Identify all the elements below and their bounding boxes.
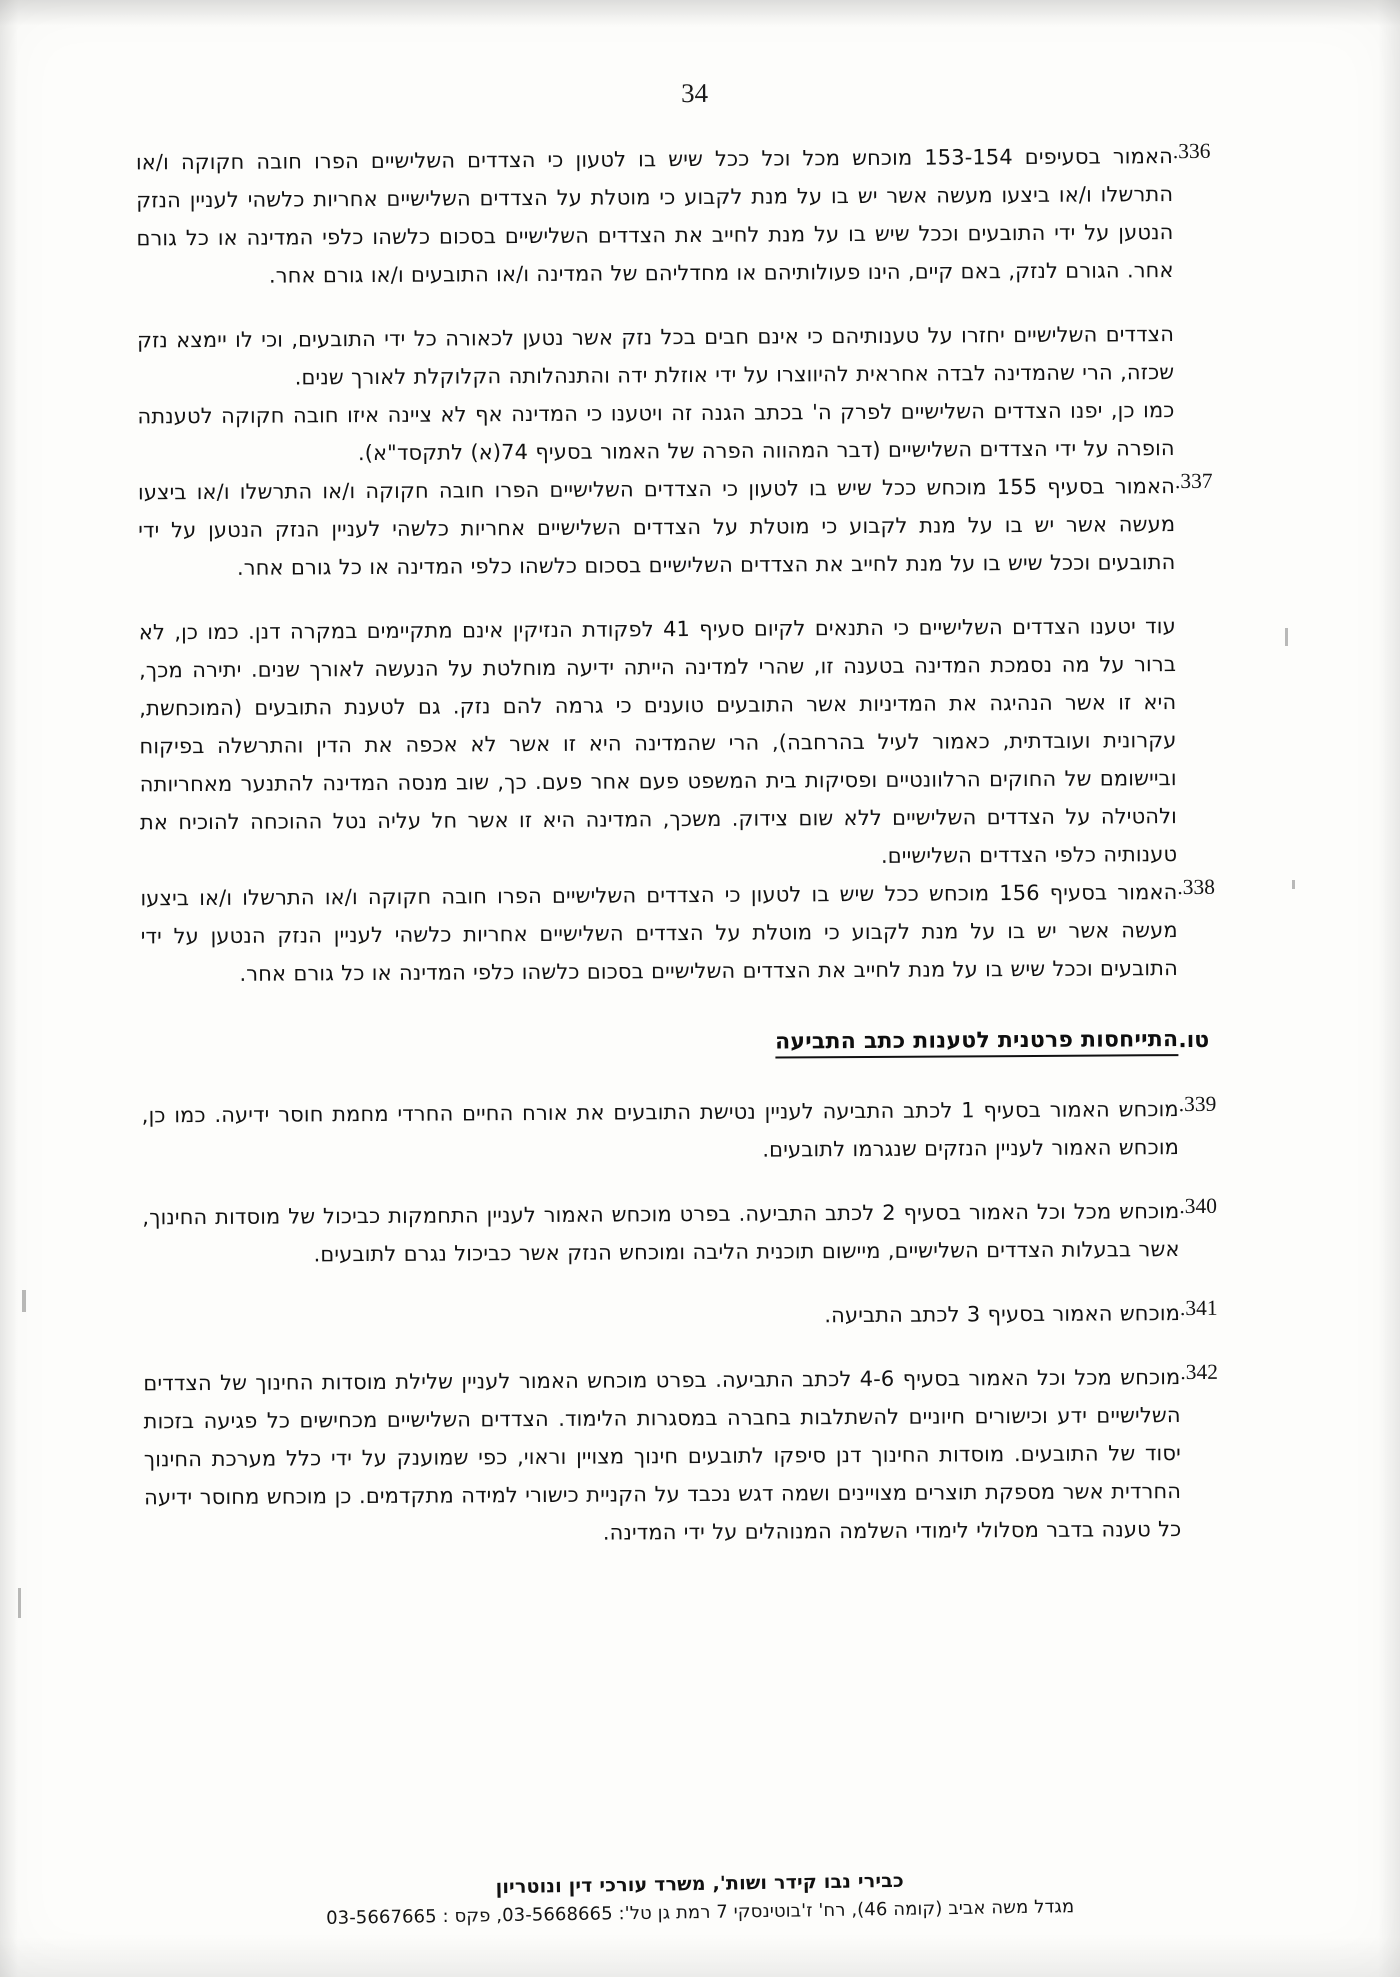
clause-336 bbox=[130, 137, 1256, 296]
gutter bbox=[1174, 315, 1256, 391]
clause-text bbox=[137, 1358, 1181, 1554]
subparagraph-336-1 bbox=[131, 315, 1256, 398]
paragraph: מוכחש האמור בסעיף 1 לכתב התביעה לעניין נטישת התובעים את אורח החיים החרדי מחמת חוסר ידיעה. כמו כן, מוכחש האמור לעניין הנזקים שנגרמו לתובעים. bbox=[141, 1097, 1180, 1162]
paragraph: האמור בסעיפים 153-154 מוכחש מכל וכל ככל שיש בו לטעון כי הצדדים השלישיים הפרו חובה חקוקה ו/או התרשלו ו/או ביצעו מעשה אשר יש בו על מנת לקבוע כי מוטלת על הצדדים השלישיים אחריות כלשהי לעניין הנזק הנטען על ידי התובעים וככל שיש בו על מנת לחייב את הצדדים השלישיים בסכום כלשהו כלפי המדינה או כל גורם אחר. הגורם לנזק, באם קיים, הינו פעולותיהם או מחדליהם של המדינה ו/או התובעים ו/או גורם אחר. bbox=[135, 144, 1174, 288]
footer-address: מגדל משה אביב (קומה 46), רח' ז'בוטינסקי 7 רמת גן טל': 03-5668665, פקס : 03-5667665 bbox=[325, 1896, 1075, 1929]
clause-number: 338. bbox=[1177, 874, 1216, 900]
page-number: 34 bbox=[680, 77, 709, 109]
subparagraph-text bbox=[131, 391, 1174, 473]
clause-text bbox=[137, 1294, 1180, 1338]
paragraph: מוכחש מכל וכל האמור בסעיף 2 לכתב התביעה. בפרט מוכחש האמור לעניין התחמקות כביכול של מוסדות החינוך, אשר בבעלות הצדדים השלישיים, מיישום תוכנית הליבה ומוכחש הנזק אשר כביכול נגרם לתובעים. bbox=[142, 1199, 1180, 1267]
paragraph: עוד יטענו הצדדים השלישיים כי התנאים לקיום סעיף 41 לפקודת הנזיקין אינם מתקיימים במקרה דנן. כמו כן, לא ברור על מה נסמכת המדינה בטענה זו, שהרי למדינה הייתה ידיעה מוחלטת על הנעשה לאורך שנים. יתירה מכך, היא זו אשר הנהיגה את המדיניות אשר התובעים טוענים כי גרמה להם נזק. גם לטענת התובעים (המוכחשת, עקרונית ועובדתית, כאמור לעיל בהרחבה), הרי שהמדינה היא זו אשר לא אכפה את הדין והתרשלה בפיקוח וביישומם של החוקים הרלוונטיים ופסיקות בית המשפט פעם אחר פעם. כך, שוב מנסה המדינה להתנער מאחריותה ולהטילה על הצדדים השלישיים ללא שום צידוק. משכך, המדינה היא זו אשר חל עליה נטל ההוכחה להוכיח את טענותיה כלפי הצדדים השלישיים. bbox=[138, 614, 1178, 868]
section-heading bbox=[135, 1027, 1260, 1063]
paragraph: כמו כן, יפנו הצדדים השלישיים לפרק ה' בכתב הגנה זה ויטענו כי המדינה אף לא ציינה איזו חובה חקוקה לטענתה הופרה על ידי הצדדים השלישיים (דבר המהווה הפרה של האמור בסעיף 74(א) לתקסד"א). bbox=[137, 398, 1175, 466]
clause-337 bbox=[132, 467, 1258, 588]
clause-341 bbox=[137, 1294, 1262, 1339]
subparagraph-336-2 bbox=[131, 391, 1256, 474]
clause-number: 341. bbox=[1179, 1295, 1218, 1321]
clause-339 bbox=[136, 1090, 1261, 1173]
document-body bbox=[130, 137, 1264, 1581]
paragraph: מוכחש האמור בסעיף 3 לכתב התביעה. bbox=[824, 1301, 1181, 1328]
subparagraph-text bbox=[131, 315, 1174, 397]
clause-text bbox=[136, 1090, 1179, 1172]
clause-number: 342. bbox=[1180, 1359, 1219, 1385]
clause-number: 336. bbox=[1172, 138, 1211, 164]
clause-number: 340. bbox=[1179, 1193, 1218, 1219]
clause-338 bbox=[134, 873, 1260, 994]
clause-text bbox=[134, 873, 1178, 993]
subparagraph-text bbox=[133, 607, 1178, 879]
clause-text bbox=[132, 467, 1176, 587]
section-title: התייחסות פרטנית לטענות כתב התביעה bbox=[775, 1027, 1178, 1058]
clause-342 bbox=[137, 1358, 1263, 1555]
clause-text bbox=[136, 1192, 1179, 1274]
footer-firm-name: כבירי נבו קידר ושות', משרד עורכי דין ונוטריון bbox=[495, 1869, 905, 1899]
clause-text bbox=[130, 137, 1174, 295]
clause-number: 337. bbox=[1174, 468, 1213, 494]
gutter bbox=[1176, 607, 1260, 873]
paragraph: האמור בסעיף 155 מוכחש ככל שיש בו לטעון כי הצדדים השלישיים הפרו חובה חקוקה ו/או התרשלו ו/או ביצעו מעשה אשר יש בו על מנת לקבוע כי מוטלת על הצדדים השלישיים אחריות כלשהי לעניין הנזק הנטען על ידי התובעים וככל שיש בו על מנת לחייב את הצדדים השלישיים בסכום כלשהו כלפי המדינה או כל גורם אחר. bbox=[137, 474, 1176, 580]
gutter bbox=[1174, 391, 1256, 467]
section-title-wrap bbox=[135, 1027, 1178, 1062]
subparagraph-337-1 bbox=[133, 607, 1260, 880]
clause-number: 339. bbox=[1178, 1091, 1217, 1117]
paragraph: מוכחש מכל וכל האמור בסעיף 4-6 לכתב התביעה. בפרט מוכחש האמור לעניין שלילת מוסדות החינוך של הצדדים השלישיים ידע וכישורים חיוניים להשתלבות בחברה במסגרות הלימוד. הצדדים השלישיים מכחישים כל פגיעה בזכות יסוד של התובעים. מוסדות החינוך דנן סיפקו לתובעים חינוך מצויין וראוי, כפי שמוענק על ידי כלל מערכת החינוך החרדית אשר מספקת תוצרים מצויינים ושמה דגש נכבד על הקניית כישורי למידה מתקדמים. כן מוכחש מחוסר ידיעה כל טענה בדבר מסלולי לימודי השלמה המנוהלים על ידי המדינה. bbox=[143, 1365, 1182, 1545]
clause-340 bbox=[136, 1192, 1261, 1275]
paragraph: האמור בסעיף 156 מוכחש ככל שיש בו לטעון כי הצדדים השלישיים הפרו חובה חקוקה ו/או התרשלו ו/או ביצעו מעשה אשר יש בו על מנת לקבוע כי מוטלת על הצדדים השלישיים אחריות כלשהי לעניין הנזק הנטען על ידי התובעים וככל שיש בו על מנת לחייב את הצדדים השלישיים בסכום כלשהו כלפי המדינה או כל גורם אחר. bbox=[140, 880, 1178, 986]
section-marker: טו. bbox=[1178, 1027, 1210, 1054]
paragraph: הצדדים השלישיים יחזרו על טענותיהם כי אינם חבים בכל נזק אשר נטען לכאורה כל ידי התובעים, וכי לו יימצא נזק שכזה, הרי שהמדינה לבדה אחראית להיווצרו על ידי אוזלת ידה והתנהלותה הקלוקלת לאורך שנים. bbox=[136, 322, 1175, 390]
